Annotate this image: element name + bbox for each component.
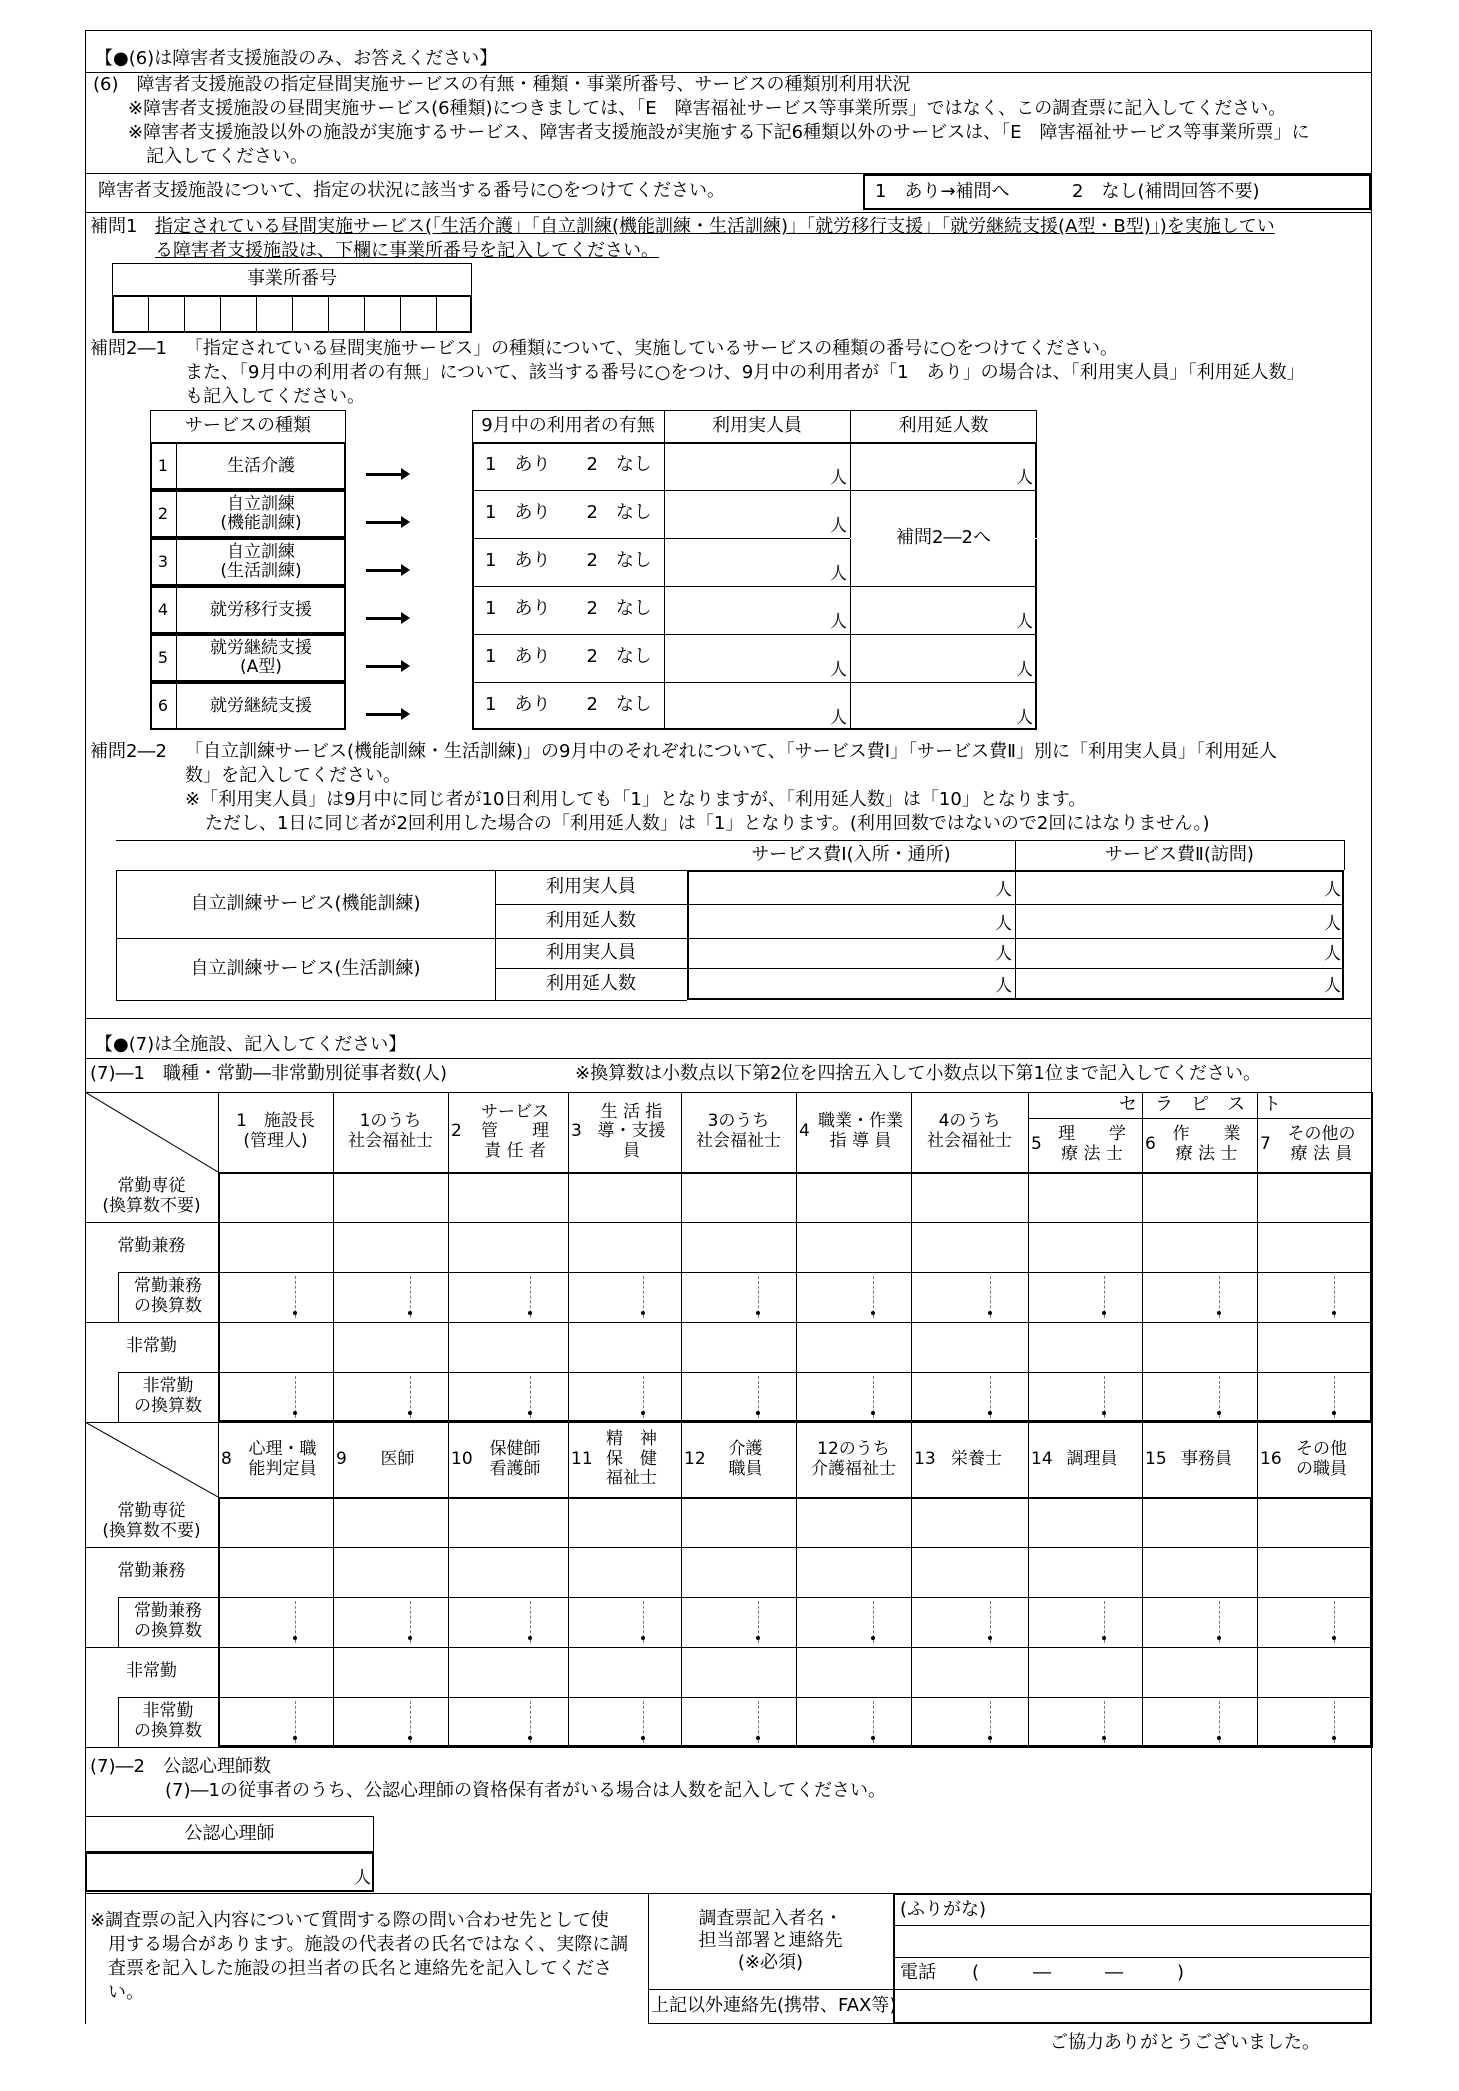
staff-grid-1-grid-border — [218, 1172, 1372, 1422]
service-number-5: 5 — [157, 648, 169, 668]
h22-label: 補問2―2 — [90, 741, 167, 762]
fee-input[interactable] — [1024, 872, 1314, 902]
contact-label-line3: (※必須) — [737, 1951, 804, 1973]
col-header-line: 12のうち — [817, 1438, 890, 1459]
arrow-icon — [366, 713, 404, 716]
jitsu-unit-3: 人 — [830, 564, 847, 584]
usage-yes-no-5[interactable]: 1 あり 2 なし — [485, 646, 652, 667]
h22-line4: ただし、1日に同じ者が2回利用した場合の「利用延人数」は「1」となります。(利用回数ではないので2回にはなりません。) — [205, 813, 1210, 834]
contact-label — [648, 1893, 893, 1989]
h22-line2: 数」を記入してください。 — [185, 765, 401, 786]
fee-unit: 人 — [1324, 914, 1341, 934]
jitsu-input-2[interactable] — [668, 494, 818, 534]
seikatsu-label: 自立訓練サービス(生活訓練) — [190, 958, 421, 980]
row-label-line2: の換算数 — [134, 1296, 202, 1316]
s7.cols2-col-header-4 — [695, 1422, 796, 1497]
jitsu-input-6[interactable] — [668, 686, 818, 726]
s7.cols2-col-header-1 — [347, 1422, 448, 1497]
fee2-header: サービス費Ⅱ(訪問) — [1105, 844, 1254, 866]
jitsu-unit-5: 人 — [830, 660, 847, 680]
other-contact-label: 上記以外連絡先(携帯、FAX等) — [651, 1995, 897, 2016]
name-field[interactable] — [900, 1931, 1360, 1955]
footer-note4: い。 — [108, 1982, 144, 2003]
diagonal-line — [85, 1422, 218, 1497]
col-header-line: 療 法 士 — [1061, 1144, 1123, 1164]
col-header-line: 指 導 員 — [829, 1131, 892, 1151]
thanks-text: ご協力ありがとうございました。 — [1050, 2032, 1320, 2053]
footer-note1: ※調査票の記入内容について質問する際の問い合わせ先として使 — [90, 1910, 609, 1931]
shinri-input[interactable] — [85, 1852, 374, 1892]
fee-input[interactable] — [695, 940, 985, 966]
jitsu-unit-1: 人 — [830, 468, 847, 488]
nobe-input-4[interactable] — [854, 590, 1004, 630]
fee-input[interactable] — [1024, 906, 1314, 936]
contact-label-line2: 担当部署と連絡先 — [698, 1930, 843, 1952]
contact-label-line1: 調査票記入者名・ — [698, 1908, 843, 1930]
usage-yes-no-6[interactable]: 1 あり 2 なし — [485, 694, 652, 715]
shinri-unit: 人 — [354, 1868, 371, 1888]
to-h22-note: 補問2―2へ — [896, 527, 991, 549]
s7.cols1-col-num-9: 7 — [1260, 1134, 1271, 1154]
section6-header: 【●(6)は障害者支援施設のみ、お答えください】 — [95, 48, 498, 69]
fee-input[interactable] — [695, 872, 985, 902]
nobe-unit-4: 人 — [1016, 612, 1033, 632]
service-name-line2: (機能訓練) — [220, 513, 302, 533]
col-header-line: 調理員 — [1066, 1448, 1118, 1469]
nobe-input-5[interactable] — [854, 638, 1004, 678]
service-type-header: サービスの種類 — [185, 415, 311, 437]
facility-question: 障害者支援施設について、指定の状況に該当する番号に○をつけてください。 — [98, 180, 725, 201]
staff-grid-2-grid-border — [218, 1497, 1372, 1747]
fee-unit: 人 — [1324, 944, 1341, 964]
staff-grid-2-row-label-3 — [85, 1647, 218, 1697]
jitsu-header: 利用実人員 — [712, 415, 802, 437]
row-label-line1: 非常勤 — [126, 1661, 177, 1682]
nobe-input-6[interactable] — [854, 686, 1004, 726]
service-name-line1: 就労継続支援 — [210, 695, 312, 716]
footer-note2: 用する場合があります。施設の代表者の氏名ではなく、実際に調 — [108, 1934, 629, 1955]
col-header-line: 介護福祉士 — [811, 1458, 896, 1479]
s7.cols1-col-num-7: 5 — [1031, 1134, 1042, 1154]
col-header-line: 生 活 指 — [600, 1101, 663, 1122]
s7.cols1-col-header-6 — [911, 1092, 1028, 1172]
usage-yes-no-1[interactable]: 1 あり 2 なし — [485, 454, 652, 475]
jitsu-input-3[interactable] — [668, 542, 818, 582]
col-header-line: 介護 — [728, 1438, 763, 1459]
service-number-2: 2 — [157, 504, 169, 524]
nobe-input-1[interactable] — [854, 446, 1004, 486]
arrow-icon — [366, 665, 404, 668]
nobe-unit-6: 人 — [1016, 708, 1033, 728]
h1-text-line2: る障害者支援施設は、下欄に事業所番号を記入してください。 — [155, 240, 659, 261]
s7.cols2-col-num-3: 11 — [571, 1448, 593, 1469]
diagonal-line — [85, 1092, 218, 1172]
service-name-5 — [176, 634, 346, 682]
section7-note: ※換算数は小数点以下第2位を四捨五入して小数点以下第1位まで記入してください。 — [575, 1063, 1261, 1084]
s7.cols1-col-num-5: 4 — [799, 1121, 810, 1141]
section7-header: 【●(7)は全施設、記入してください】 — [95, 1034, 407, 1055]
usage-yes-no-3[interactable]: 1 あり 2 なし — [485, 550, 652, 571]
seikatsu-nobe-label: 利用延人数 — [546, 973, 636, 995]
row-label-line1: 非常勤 — [142, 1701, 194, 1722]
col-header-line: 医師 — [380, 1448, 415, 1469]
fee-unit: 人 — [995, 976, 1012, 996]
row-label-line1: 常勤専従 — [117, 1501, 186, 1522]
fee-input[interactable] — [1024, 940, 1314, 966]
col-header-line: 能判定員 — [248, 1458, 317, 1479]
therapist-header: セ ラ ピ ス ト — [1119, 1094, 1281, 1116]
row-label-line2: (換算数不要) — [102, 1521, 201, 1541]
s7.cols2-col-header-5 — [796, 1422, 911, 1497]
s7.cols2-col-header-8 — [1156, 1422, 1257, 1497]
section6-note2a: ※障害者支援施設以外の施設が実施するサービス、障害者支援施設が実施する下記6種類以外のサービスは、「E 障害福祉サービス等事業所票」に — [128, 122, 1310, 143]
usage-yes-no-2[interactable]: 1 あり 2 なし — [485, 502, 652, 523]
service-name-line1: 生活介護 — [227, 455, 295, 476]
fee-input[interactable] — [695, 970, 985, 998]
service-name-2 — [176, 490, 346, 538]
staff-grid-1-row-label-0 — [85, 1172, 218, 1222]
section6-note1: ※障害者支援施設の昼間実施サービス(6種類)につきましては、「E 障害福祉サービス等事業所票」ではなく、この調査票に記入してください。 — [128, 98, 1287, 119]
usage-yes-no-4[interactable]: 1 あり 2 なし — [485, 598, 652, 619]
col-header-line: 3のうち — [707, 1111, 770, 1132]
arrow-icon — [366, 617, 404, 620]
nobe-header: 利用延人数 — [898, 415, 989, 437]
fee-unit: 人 — [995, 944, 1012, 964]
col-header-line: 導・支援 — [597, 1121, 666, 1142]
service-name-line1: 自立訓練 — [227, 542, 295, 563]
col-header-line: その他の — [1287, 1124, 1356, 1145]
jitsu-input-1[interactable] — [668, 446, 818, 486]
col-header-line: サービス — [481, 1101, 549, 1122]
col-header-line: 作 業 — [1172, 1124, 1241, 1145]
jigyosho-label: 事業所番号 — [247, 268, 337, 290]
service-name-4 — [176, 586, 346, 634]
facility-option-no[interactable]: 2 なし(補問回答不要) — [1072, 181, 1260, 202]
row-label-line1: 非常勤 — [142, 1376, 194, 1397]
s7.cols1-col-num-8: 6 — [1145, 1134, 1156, 1154]
s7.cols2-col-num-4: 12 — [684, 1448, 706, 1469]
s7.cols1-col-header-1 — [333, 1092, 448, 1172]
service-number-1: 1 — [157, 456, 169, 476]
shinri-label: 公認心理師 — [184, 1823, 275, 1845]
s7.cols1-col-header-7 — [1042, 1118, 1142, 1172]
staff-grid-2-row-label-4 — [118, 1697, 218, 1747]
jitsu-unit-6: 人 — [830, 708, 847, 728]
service-number-3: 3 — [157, 552, 169, 572]
service-name-6 — [176, 682, 346, 730]
staff-grid-1-row-label-1 — [85, 1222, 218, 1272]
staff-grid-1-row-label-3 — [85, 1322, 218, 1372]
row-label-line1: 非常勤 — [126, 1336, 177, 1357]
s72-title: (7)―2 公認心理師数 — [90, 1756, 271, 1777]
col-header-line: 責 任 者 — [484, 1140, 546, 1161]
staff-grid-1-row-label-2 — [118, 1272, 218, 1322]
s7.cols1-col-header-2 — [462, 1092, 568, 1172]
fee-input[interactable] — [695, 906, 985, 936]
col-header-line: 1 施設長 — [236, 1111, 315, 1132]
service-name-line2: (A型) — [240, 657, 282, 677]
col-header-line: 保 健 — [606, 1448, 657, 1469]
h21-line2: また、「9月中の利用者の有無」について、該当する番号に○をつけ、9月中の利用者が「1 あり」の場合は、「利用実人員」「利用延人数」 — [185, 362, 1305, 383]
row-label-line2: (換算数不要) — [102, 1196, 201, 1216]
s7.cols1-col-header-9 — [1271, 1118, 1372, 1172]
s7.cols1-col-header-5 — [810, 1092, 911, 1172]
jitsu-unit-4: 人 — [830, 612, 847, 632]
col-header-line: 職員 — [728, 1458, 763, 1479]
col-header-line: 社会福祉士 — [927, 1131, 1012, 1151]
staff-grid-2-row-label-0 — [85, 1497, 218, 1547]
row-label-line1: 常勤兼務 — [117, 1236, 186, 1257]
col-header-line: 社会福祉士 — [696, 1131, 781, 1151]
col-header-line: 療 法 士 — [1175, 1144, 1238, 1164]
usage-header: 9月中の利用者の有無 — [481, 415, 655, 437]
service-name-line1: 就労移行支援 — [210, 599, 312, 620]
row-label-line2: の換算数 — [134, 1621, 202, 1641]
col-header-line: 員 — [623, 1140, 640, 1161]
fee-unit: 人 — [995, 914, 1012, 934]
s7.cols2-col-header-2 — [462, 1422, 568, 1497]
h22-line1: 「自立訓練サービス(機能訓練・生活訓練)」の9月中のそれぞれについて、「サービス費Ⅰ」「サービス費Ⅱ」別に「利用実人員」「利用延人 — [185, 741, 1277, 762]
col-header-line: の職員 — [1296, 1458, 1347, 1479]
furigana-field[interactable]: (ふりがな) — [900, 1899, 987, 1920]
service-number-6: 6 — [157, 696, 169, 716]
s7.cols2-col-header-3 — [582, 1422, 681, 1497]
row-label-line2: の換算数 — [134, 1396, 202, 1416]
s7.cols2-col-header-9 — [1271, 1422, 1372, 1497]
s7.cols1-col-header-3 — [582, 1092, 681, 1172]
s7.cols2-col-num-2: 10 — [451, 1448, 473, 1469]
jitsu-input-4[interactable] — [668, 590, 818, 630]
h21-line3: も記入してください。 — [185, 386, 365, 407]
staff-grid-2-row-label-1 — [85, 1547, 218, 1597]
row-label-line1: 常勤兼務 — [117, 1561, 186, 1582]
col-header-line: 4のうち — [938, 1111, 1001, 1132]
h21-label: 補問2―1 — [90, 338, 167, 359]
nobe-unit-1: 人 — [1016, 468, 1033, 488]
nobe-unit-5: 人 — [1016, 660, 1033, 680]
fee1-header: サービス費Ⅰ(入所・通所) — [751, 844, 951, 866]
tel-field[interactable]: 電話 ( ― ― ) — [900, 1962, 1185, 1983]
kinou-label: 自立訓練サービス(機能訓練) — [190, 893, 421, 915]
col-header-line: 療 法 員 — [1290, 1144, 1353, 1164]
col-header-line: 心理・職 — [248, 1438, 317, 1459]
s7.cols2-col-header-0 — [232, 1422, 333, 1497]
s7.cols2-col-num-1: 9 — [336, 1448, 347, 1469]
col-header-line: 職業・作業 — [818, 1111, 903, 1132]
service-number-4: 4 — [157, 600, 169, 620]
arrow-icon — [366, 569, 404, 572]
section6-note2b: 記入してください。 — [146, 146, 308, 167]
jitsu-input-5[interactable] — [668, 638, 818, 678]
s7.cols2-col-num-8: 15 — [1145, 1448, 1167, 1469]
kinou-nobe-label: 利用延人数 — [546, 910, 636, 932]
s7.cols2-col-header-6 — [925, 1422, 1028, 1497]
row-label-line1: 常勤専従 — [117, 1176, 186, 1197]
service-name-3 — [176, 538, 346, 586]
col-header-line: 事務員 — [1181, 1448, 1232, 1469]
jitsu-unit-2: 人 — [830, 516, 847, 536]
h21-line1: 「指定されている昼間実施サービス」の種類について、実施しているサービスの種類の番号に○をつけてください。 — [185, 338, 1118, 359]
s7.cols2-col-num-7: 14 — [1031, 1448, 1053, 1469]
s7.cols2-col-num-9: 16 — [1260, 1448, 1282, 1469]
fee-unit: 人 — [1324, 880, 1341, 900]
col-header-line: (管理人) — [243, 1131, 308, 1151]
s7.cols2-col-num-0: 8 — [221, 1448, 232, 1469]
other-contact-field[interactable] — [900, 1995, 1360, 2019]
col-header-line: 社会福祉士 — [348, 1131, 433, 1151]
row-label-line2: の換算数 — [134, 1721, 202, 1741]
h1-text-line1: 指定されている昼間実施サービス(「生活介護」「自立訓練(機能訓練・生活訓練)」「就労移行支援」「就労継続支援(A型・B型)」)を実施してい — [155, 216, 1275, 237]
section7-title: (7)―1 職種・常勤―非常勤別従事者数(人) — [90, 1063, 447, 1084]
s7.cols1-col-header-8 — [1156, 1118, 1257, 1172]
fee-input[interactable] — [1024, 970, 1314, 998]
col-header-line: その他 — [1296, 1438, 1347, 1459]
s7.cols1-col-num-2: 2 — [451, 1121, 462, 1141]
s72-note: (7)―1の従事者のうち、公認心理師の資格保有者がいる場合は人数を記入してください。 — [165, 1780, 886, 1801]
service-name-line2: (生活訓練) — [220, 561, 302, 581]
col-header-line: 福祉士 — [606, 1468, 657, 1489]
seikatsu-jitsu-label: 利用実人員 — [546, 942, 636, 964]
s7.cols1-col-num-3: 3 — [571, 1121, 582, 1141]
row-label-line1: 常勤兼務 — [134, 1276, 202, 1297]
col-header-line: 保健師 — [489, 1438, 541, 1459]
col-header-line: 1のうち — [359, 1111, 422, 1132]
service-name-line1: 就労継続支援 — [210, 638, 312, 659]
kinou-jitsu-label: 利用実人員 — [546, 876, 636, 898]
section6-title: (6) 障害者支援施設の指定昼間実施サービスの有無・種類・事業所番号、サービスの種類別利用状況 — [93, 74, 911, 95]
col-header-line: 管 理 — [481, 1121, 549, 1142]
facility-option-yes[interactable]: 1 あり→補問へ — [875, 181, 1010, 202]
s7.cols1-col-header-4 — [681, 1092, 796, 1172]
service-name-1 — [176, 442, 346, 490]
staff-grid-2-row-label-2 — [118, 1597, 218, 1647]
service-name-line1: 自立訓練 — [227, 494, 295, 515]
col-header-line: 栄養士 — [951, 1448, 1002, 1469]
fee-unit: 人 — [1324, 976, 1341, 996]
s7.cols2-col-header-7 — [1042, 1422, 1142, 1497]
footer-note3: 査票を記入した施設の担当者の氏名と連絡先を記入してくださ — [108, 1958, 612, 1979]
h22-line3: ※「利用実人員」は9月中に同じ者が10日利用しても「1」となりますが、「利用延人数」は「10」となります。 — [185, 789, 1087, 810]
fee-unit: 人 — [995, 880, 1012, 900]
row-label-line1: 常勤兼務 — [134, 1601, 202, 1622]
s7.cols1-col-header-0 — [218, 1092, 333, 1172]
h1-label: 補問1 — [90, 216, 138, 237]
col-header-line: 精 神 — [606, 1429, 657, 1450]
col-header-line: 理 学 — [1058, 1124, 1126, 1145]
arrow-icon — [366, 473, 404, 476]
s7.cols2-col-num-6: 13 — [914, 1448, 936, 1469]
staff-grid-1-row-label-4 — [118, 1372, 218, 1422]
col-header-line: 看護師 — [489, 1458, 541, 1479]
arrow-icon — [366, 521, 404, 524]
